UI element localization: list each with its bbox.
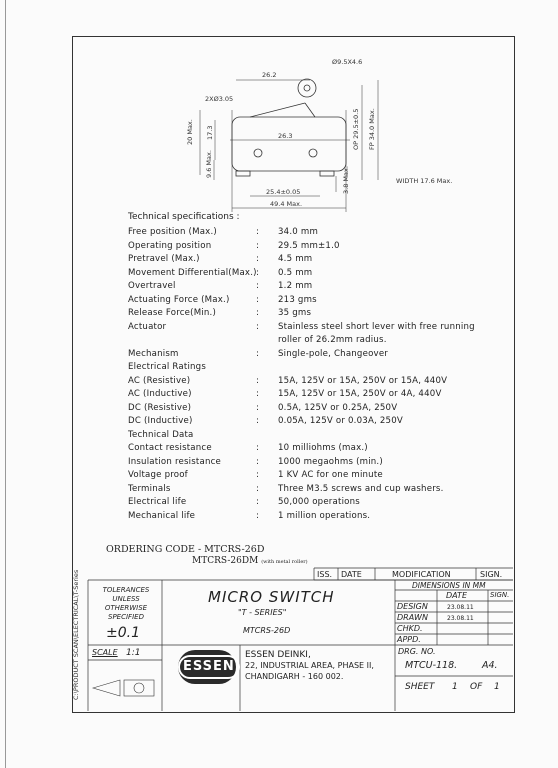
spec-label: Insulation resistance: [128, 456, 222, 467]
spec-value: 50,000 operations: [278, 497, 360, 507]
spec-colon: :: [256, 456, 260, 467]
spec-colon: :: [256, 402, 260, 413]
spec-value: 34.0 mm: [278, 227, 319, 237]
spec-label: Contact resistance: [128, 443, 212, 453]
spec-label: Electrical Ratings: [128, 362, 207, 372]
dim-length: 49.4 Max.: [270, 200, 303, 208]
lever-arm: [250, 103, 305, 117]
spec-colon: :: [256, 348, 260, 359]
file-path-label: C:\PRODUCT SCAN\ELECTRICAL\T-Series: [72, 569, 80, 700]
spec-label: DC (Inductive): [128, 416, 193, 426]
spec-colon: :: [256, 240, 260, 251]
spec-value: 10 milliohms (max.): [278, 443, 368, 453]
tolerance-value: ±0.1: [106, 625, 140, 641]
specs-title: Technical specifications :: [128, 212, 240, 222]
spec-label: Operating position: [128, 240, 212, 251]
spec-value: 1000 megaohms (min.): [278, 456, 383, 467]
chkd-label: CHKD.: [397, 624, 423, 633]
spec-value: 35 gms: [278, 308, 312, 318]
tolerances-line: UNLESS: [112, 595, 140, 603]
spec-colon: :: [256, 254, 260, 264]
spec-value: 15A, 125V or 15A, 250V or 15A, 440V: [278, 375, 448, 386]
rev-sign: SIGN.: [480, 570, 503, 579]
spec-colon: :: [256, 375, 260, 386]
spec-value: Single-pole, Changeover: [278, 348, 389, 359]
sheet-of: OF: [470, 682, 483, 692]
tolerances-note: [94, 586, 158, 622]
spec-colon: :: [256, 389, 260, 399]
drawn-label: DRAWN: [397, 613, 428, 622]
sheet-size: A4.: [482, 660, 498, 671]
dim-hole-span: 26.3: [278, 132, 293, 140]
company-address-2: CHANDIGARH - 160 002.: [245, 672, 344, 681]
spec-label: Movement Differential(Max.): [128, 267, 257, 278]
company-name: ESSEN DEINKI,: [245, 650, 311, 660]
rev-modification: MODIFICATION: [392, 570, 451, 579]
essen-logo: [178, 650, 236, 684]
spec-label: Actuating Force (Max.): [128, 294, 230, 305]
rev-iss: ISS.: [317, 570, 333, 579]
spec-label: Pretravel (Max.): [128, 254, 200, 264]
drawing-series: "T - SERIES": [238, 608, 287, 617]
spec-label: Mechanical life: [128, 510, 196, 521]
spec-colon: :: [256, 443, 260, 453]
tolerances-line: SPECIFIED: [108, 613, 144, 621]
ordering-code-metal: [192, 556, 308, 566]
ordering-code: ORDERING CODE - MTCRS-26D: [106, 544, 265, 555]
dim-height-20: 20 Max.: [186, 119, 194, 145]
ordering-code-metal-note: (with metal roller): [261, 559, 308, 565]
drawing-model: MTCRS-26D: [243, 626, 291, 635]
terminal-right: [320, 171, 334, 176]
spec-label: Overtravel: [128, 281, 176, 291]
drg-no-value: MTCU-118.: [405, 660, 458, 671]
spec-value: 0.5A, 125V or 0.25A, 250V: [278, 402, 398, 413]
company-address-1: 22, INDUSTRIAL AREA, PHASE II,: [245, 661, 374, 670]
spec-label: Free position (Max.): [128, 227, 217, 237]
spec-label: Technical Data: [128, 429, 194, 440]
dim-holes: 2XØ3.05: [205, 95, 234, 103]
dim-hole-pitch: 25.4±0.05: [266, 188, 301, 196]
date-col-header: DATE: [446, 591, 467, 600]
sheet-total: 1: [494, 682, 500, 692]
spec-colon: :: [256, 510, 260, 521]
drg-no-label: DRG. NO.: [398, 647, 436, 656]
spec-value: Three M3.5 screws and cup washers.: [278, 483, 444, 494]
spec-colon: :: [256, 416, 260, 426]
drawn-date: 23.08.11: [447, 615, 474, 622]
spec-colon: :: [256, 497, 260, 507]
spec-label: Terminals: [128, 483, 171, 494]
spec-value: 1 KV AC for one minute: [278, 470, 383, 480]
design-label: DESIGN: [397, 602, 428, 611]
spec-colon: :: [256, 267, 260, 278]
spec-value: 29.5 mm±1.0: [278, 240, 340, 251]
switch-body: [232, 117, 346, 171]
spec-label: Voltage proof: [128, 470, 188, 480]
spec-value: 0.05A, 125V or 0.03A, 250V: [278, 416, 403, 426]
spec-value: 0.5 mm: [278, 267, 313, 278]
spec-label: Mechanism: [128, 348, 179, 359]
sign-col-header: SIGN.: [490, 591, 510, 599]
spec-colon: :: [256, 321, 260, 332]
spec-label: DC (Resistive): [128, 402, 192, 413]
dim-terminal: 3.8 Max.: [342, 166, 350, 194]
tolerances-line: OTHERWISE: [104, 604, 148, 612]
design-date: 23.08.11: [447, 604, 474, 611]
spec-colon: :: [256, 281, 260, 291]
spec-label: Electrical life: [128, 497, 187, 507]
tolerances-line: TOLERANCES: [102, 586, 150, 594]
spec-colon: :: [256, 483, 260, 494]
mounting-hole-right: [309, 149, 317, 157]
scale-label: SCALE: [92, 648, 118, 657]
dim-height-17: 17.3: [206, 125, 214, 140]
spec-value-cont: roller of 26.2mm radius.: [278, 334, 387, 345]
mounting-hole-left: [254, 149, 262, 157]
spec-label: Release Force(Min.): [128, 308, 217, 318]
dim-fp: FP 34.0 Max.: [368, 108, 376, 150]
dim-width: WIDTH 17.6 Max.: [396, 177, 453, 185]
spec-value: Stainless steel short lever with free running: [278, 321, 475, 332]
dimensions-unit: DIMENSIONS IN MM: [412, 581, 486, 590]
drawing-title: MICRO SWITCH: [208, 588, 335, 606]
spec-label: AC (Inductive): [128, 389, 192, 399]
spec-label: Actuator: [128, 321, 167, 332]
ordering-code-metal-value: MTCRS-26DM: [192, 556, 259, 566]
spec-value: 1.2 mm: [278, 281, 313, 291]
scale-value: 1:1: [126, 648, 141, 658]
dim-lever-reach: 26.2: [262, 71, 277, 79]
spec-value: 4.5 mm: [278, 254, 313, 264]
dim-height-9: 9.6 Max.: [205, 150, 213, 178]
spec-value: 213 gms: [278, 294, 317, 305]
spec-value: 1 million operations.: [278, 510, 371, 521]
terminal-left: [236, 171, 250, 176]
dim-op: OP 29.5±0.5: [352, 108, 360, 150]
rev-date: DATE: [341, 570, 362, 579]
sheet-label: SHEET: [405, 682, 435, 692]
spec-colon: :: [256, 294, 260, 305]
spec-colon: :: [256, 470, 260, 480]
roller: [298, 79, 316, 97]
dim-roller: Ø9.5X4.6: [332, 58, 363, 66]
spec-label: AC (Resistive): [128, 375, 191, 386]
sheet-number: 1: [452, 682, 458, 692]
logo-text: ESSEN: [178, 655, 240, 679]
spec-value: 15A, 125V or 15A, 250V or 4A, 440V: [278, 389, 442, 399]
spec-colon: :: [256, 227, 260, 237]
appd-label: APPD.: [397, 635, 421, 644]
spec-colon: :: [256, 308, 260, 318]
